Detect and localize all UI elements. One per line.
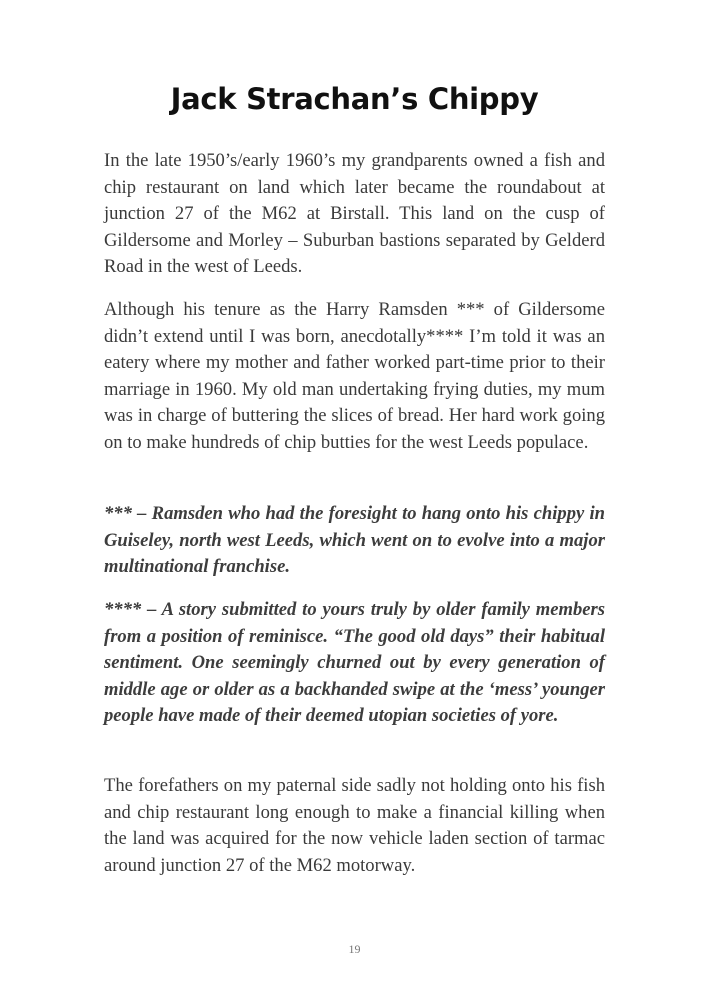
page-title: Jack Strachan’s Chippy [170, 82, 539, 116]
paragraph-forefathers: The forefathers on my paternal side sadly not holding onto his fish and chip restaurant long enough to make a financial killing when the land was acquired for the now vehicle laden section of tarmac around junction 27 of the M62 motorway. [104, 775, 605, 876]
page-number: 19 [348, 942, 361, 956]
paragraph-tenure: Although his tenure as the Harry Ramsden *** of Gildersome didn’t extend until I was born, anecdotally**** I’m told it was an eatery where my mother and father worked part-time prior to their marriage in 1960. My old man undertaking frying duties, my mum was in charge of buttering the slices of bread. Her hard work going on to make hundreds of chip butties for the west Leeds populace. [104, 299, 605, 453]
footnote-ramsden: *** – Ramsden who had the foresight to hang onto his chippy in Guiseley, north west Leeds, which went on to evolve into a major multinational franchise. [104, 503, 605, 578]
paragraph-intro: In the late 1950’s/early 1960’s my grandparents owned a fish and chip restaurant on land which later became the roundabout at junction 27 of the M62 at Birstall. This land on the cusp of Gildersome and Morley – Suburban bastions separated by Gelderd Road in the west of Leeds. [104, 150, 605, 278]
footnote-anecdote: **** – A story submitted to yours truly by older family members from a position of reminisce. “The good old days” their habitual sentiment. One seemingly churned out by every generation of middle age or older as a backhanded swipe at the ‘mess’ younger people have made of their deemed utopian societies of yore. [104, 599, 605, 727]
